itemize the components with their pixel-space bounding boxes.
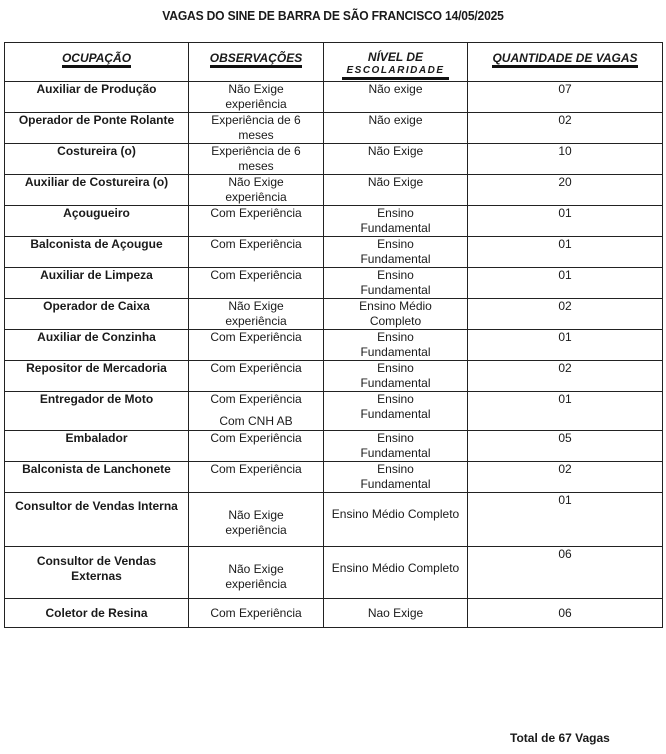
header-education-line2: ESCOLARIDADE <box>342 64 448 80</box>
table-row <box>5 431 663 462</box>
cell-observations <box>189 175 324 206</box>
cell-observations <box>189 330 324 361</box>
cell-occupation: Auxiliar de Produção <box>5 82 189 113</box>
observation-line2: experiência <box>225 97 287 111</box>
cell-occupation: Auxiliar de Limpeza <box>5 268 189 299</box>
observation-line2: experiência <box>225 314 287 328</box>
cell-education <box>324 113 468 144</box>
education-line2: Fundamental <box>360 221 431 235</box>
cell-observations <box>189 268 324 299</box>
cell-observations <box>189 82 324 113</box>
cell-occupation: Operador de Ponte Rolante <box>5 113 189 144</box>
cell-education <box>324 547 468 599</box>
cell-observations <box>189 462 324 493</box>
cell-observations <box>189 206 324 237</box>
table-row <box>5 599 663 628</box>
observation-line1: Não Exige <box>228 82 284 96</box>
table-row <box>5 493 663 547</box>
education-line2: Fundamental <box>360 283 431 297</box>
education-line1: Ensino <box>377 431 414 445</box>
education-line2: Completo <box>369 314 422 328</box>
cell-quantity: 01 <box>468 268 663 299</box>
cell-education <box>324 599 468 628</box>
observation-line1: Não Exige <box>228 175 284 189</box>
observation-line1: Com Experiência <box>210 206 302 220</box>
table-row <box>5 175 663 206</box>
document-title: VAGAS DO SINE DE BARRA DE SÃO FRANCISCO 14/05/2025 <box>162 8 504 23</box>
observation-line2: Com CNH AB <box>219 414 293 428</box>
cell-education <box>324 237 468 268</box>
education-line1: Ensino <box>377 462 414 476</box>
cell-education <box>324 493 468 547</box>
observation-line2: experiência <box>225 577 287 591</box>
cell-occupation: Repositor de Mercadoria <box>5 361 189 392</box>
cell-occupation: Operador de Caixa <box>5 299 189 330</box>
cell-quantity: 06 <box>468 599 663 628</box>
education-line2: Fundamental <box>360 477 431 491</box>
cell-quantity: 02 <box>468 462 663 493</box>
cell-occupation: Embalador <box>5 431 189 462</box>
table-row <box>5 547 663 599</box>
cell-education <box>324 361 468 392</box>
education-line1: Ensino Médio Completo <box>331 561 460 575</box>
cell-occupation: Açougueiro <box>5 206 189 237</box>
cell-education <box>324 144 468 175</box>
education-line1: Ensino <box>377 330 414 344</box>
cell-occupation: Auxiliar de Conzinha <box>5 330 189 361</box>
job-vacancies-table <box>4 42 663 628</box>
cell-occupation: Coletor de Resina <box>5 599 189 628</box>
education-line1: Ensino <box>377 361 414 375</box>
observation-line1: Com Experiência <box>210 361 302 375</box>
cell-quantity: 02 <box>468 299 663 330</box>
cell-quantity: 01 <box>468 206 663 237</box>
observation-line1: Com Experiência <box>210 237 302 251</box>
cell-occupation: Costureira (o) <box>5 144 189 175</box>
education-line1: Ensino <box>377 392 414 406</box>
cell-quantity: 01 <box>468 237 663 268</box>
cell-education <box>324 268 468 299</box>
education-line1: Ensino <box>377 268 414 282</box>
cell-education <box>324 82 468 113</box>
observation-line1: Com Experiência <box>210 268 302 282</box>
observation-line1: Não Exige <box>228 299 284 313</box>
cell-education <box>324 392 468 431</box>
cell-quantity: 05 <box>468 431 663 462</box>
observation-line1: Experiência de 6 <box>211 144 301 158</box>
cell-education <box>324 462 468 493</box>
education-line1: Não exige <box>368 113 423 127</box>
cell-observations <box>189 547 324 599</box>
table-row <box>5 206 663 237</box>
table-row <box>5 237 663 268</box>
cell-occupation: Consultor de Vendas Interna <box>5 493 189 547</box>
education-line1: Ensino <box>377 206 414 220</box>
table-row <box>5 299 663 330</box>
education-line1: Não exige <box>368 82 423 96</box>
cell-observations <box>189 493 324 547</box>
table-row <box>5 462 663 493</box>
cell-quantity: 07 <box>468 82 663 113</box>
cell-quantity: 01 <box>468 493 663 547</box>
table-row <box>5 113 663 144</box>
cell-observations <box>189 599 324 628</box>
observation-line1: Não Exige <box>228 562 284 576</box>
observation-line1: Com Experiência <box>210 392 302 406</box>
observation-line2: experiência <box>225 523 287 537</box>
observation-line1: Com Experiência <box>210 462 302 476</box>
cell-observations <box>189 299 324 330</box>
header-education-line1: NÍVEL DE <box>367 50 424 64</box>
observation-line1: Com Experiência <box>210 330 302 344</box>
cell-education <box>324 175 468 206</box>
cell-observations <box>189 237 324 268</box>
cell-education <box>324 206 468 237</box>
cell-occupation: Balconista de Açougue <box>5 237 189 268</box>
education-line2: Fundamental <box>360 446 431 460</box>
header-occupation: OCUPAÇÃO <box>5 43 189 82</box>
header-education <box>324 43 468 82</box>
education-line1: Não Exige <box>367 144 424 158</box>
cell-observations <box>189 113 324 144</box>
cell-quantity: 10 <box>468 144 663 175</box>
cell-education <box>324 431 468 462</box>
education-line2: Fundamental <box>360 407 431 421</box>
table-row <box>5 144 663 175</box>
education-line1: Ensino Médio <box>359 299 432 313</box>
total-vacancies: Total de 67 Vagas <box>510 731 610 745</box>
cell-quantity: 01 <box>468 392 663 431</box>
table-row <box>5 268 663 299</box>
observation-line2: meses <box>238 159 274 173</box>
observation-line2: meses <box>238 128 274 142</box>
cell-occupation: Balconista de Lanchonete <box>5 462 189 493</box>
table-row <box>5 361 663 392</box>
education-line2: Fundamental <box>360 345 431 359</box>
cell-occupation: Auxiliar de Costureira (o) <box>5 175 189 206</box>
observation-line1: Com Experiência <box>210 606 302 620</box>
cell-observations <box>189 144 324 175</box>
table-row <box>5 330 663 361</box>
cell-observations <box>189 431 324 462</box>
observation-line1: Com Experiência <box>210 431 302 445</box>
cell-quantity: 02 <box>468 113 663 144</box>
education-line2: Fundamental <box>360 376 431 390</box>
cell-quantity: 01 <box>468 330 663 361</box>
table-row <box>5 392 663 431</box>
education-line1: Ensino <box>377 237 414 251</box>
cell-education <box>324 330 468 361</box>
education-line2: Fundamental <box>360 252 431 266</box>
header-observations: OBSERVAÇÕES <box>189 43 324 82</box>
header-quantity: QUANTIDADE DE VAGAS <box>468 43 663 82</box>
observation-line1: Experiência de 6 <box>211 113 301 127</box>
cell-education <box>324 299 468 330</box>
cell-quantity: 02 <box>468 361 663 392</box>
table-row <box>5 82 663 113</box>
cell-quantity: 06 <box>468 547 663 599</box>
observation-line1: Não Exige <box>228 508 284 522</box>
observation-line2: experiência <box>225 190 287 204</box>
table-header-row <box>5 43 663 82</box>
cell-observations <box>189 392 324 431</box>
cell-observations <box>189 361 324 392</box>
education-line1: Nao Exige <box>367 606 424 620</box>
cell-quantity: 20 <box>468 175 663 206</box>
education-line1: Não Exige <box>367 175 424 189</box>
education-line1: Ensino Médio Completo <box>331 507 460 521</box>
cell-occupation: Consultor de Vendas Externas <box>5 547 189 599</box>
cell-occupation: Entregador de Moto <box>5 392 189 431</box>
